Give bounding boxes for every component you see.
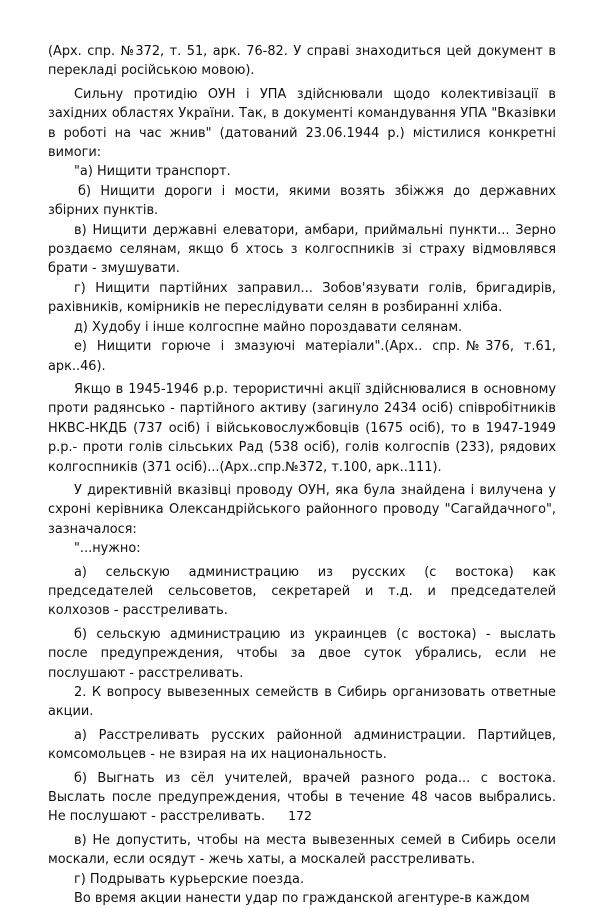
paragraph-intro: Сильну протидію ОУН і УПА здійснювали щодо колективізації в західних областях України. Так, в документі командування УПА "Вказівки в роботі на час жнив" (датований 23.06.1944 р.) містилися конкретні вимоги: [48,86,556,161]
page-number: 172 [288,808,312,823]
paragraph-closing: Во время акции нанести удар по гражданской агентуре-в каждом [74,891,530,907]
paragraph-quote-start: "...нужно: [74,541,141,557]
paragraph-item-e: е) Нищити горюче і змазуючі матеріали".(Арх.. спр.№376, т.61, арк..46). [48,339,556,374]
paragraph-ru-item-a: а) сельскую администрацию из русских (с востока) как председателей сельсоветов, секретарей и т.д. и председателей колхозов - расстреливать. [48,564,556,619]
paragraph-item-b: б) Нищити дороги і мости, якими возять збіжжя до державних збірних пунктів. [48,183,556,219]
paragraph-item-a: "а) Нищити транспорт. [74,164,231,180]
paragraph-archive-ref: (Арх. спр. №372, т. 51, арк. 76-82. У справі знаходиться цей документ в перекладі російською мовою). [48,44,556,79]
paragraph-ru-2v: в) Не допустить, чтобы на места вывезенных семей в Сибирь осели москали, если осядут - жечь хаты, а москалей расстреливать. [48,832,556,868]
body-text [48,42,556,908]
paragraph-statistics: Якщо в 1945-1946 р.р. терористичні акції здійснювалися в основному проти радянсько - партійного активу (загинуло 2434 осіб) співробітників НКВС-НКДБ (737 осіб) і військовослужбовців (1675 осіб), то в 1947-1949 р.р.- проти голів сільських Рад (538 осіб), голів колгоспів (233), рядових колгоспників (371 осіб)...(Арх..спр.№372, т.100, арк..111). [48,381,556,475]
paragraph-item-v: в) Нищити державні елеватори, амбари, приймальні пункти... Зерно роздаємо селянам, якщо б хтось з колгоспників зі страху відмовлявся брати - змушувати. [48,222,556,277]
paragraph-ru-point-2: 2. К вопросу вывезенных семейств в Сибирь организовать ответные акции. [48,685,556,720]
paragraph-ru-2a: а) Расстреливать русских районной администрации. Партийцев, комсомольцев - не взирая на их национальность. [48,727,556,763]
paragraph-item-g: г) Нищити партійних заправил... Зобов'язувати голів, бригадирів, рахівників, комірників не переслідувати селян в розбиранні хліба. [48,280,556,316]
paragraph-directive-intro: У директивній вказівці проводу ОУН, яка була знайдена і вилучена у схроні керівника Олександрійського районного проводу "Сагайдачного", зазначалося: [48,482,556,537]
paragraph-item-d: д) Худобу і інше колгоспне майно пороздавати селянам. [74,319,463,335]
paragraph-ru-2g: г) Подрывать курьерские поезда. [74,871,305,887]
paragraph-ru-2b: б) Выгнать из сёл учителей, врачей разного рода... с востока. Выслать после предупреждения, чтобы в течение 48 часов выбрались. Не послушают - расстреливать. [48,770,556,825]
paragraph-ru-item-b: б) сельскую администрацию из украинцев (с востока) - выслать после предупреждения, чтобы за двое суток убрались, если не послушают - расстреливать. [48,626,556,681]
